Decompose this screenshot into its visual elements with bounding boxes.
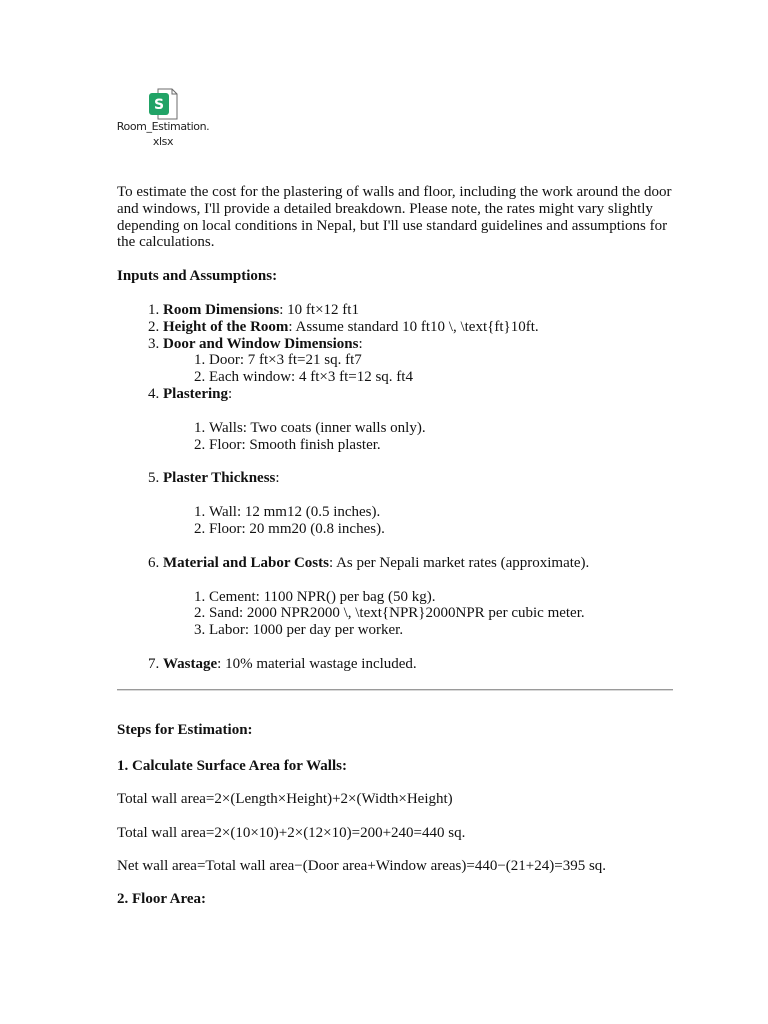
list-item [163, 470, 677, 537]
item-label: Plastering [163, 385, 228, 402]
item-text: : [358, 335, 363, 352]
intro-paragraph: To estimate the cost for the plastering of walls and floor, including the work around the door and windows, I'll provide a detailed breakdown. Please note, the rates might vary slightly depending on local conditions in Nepal, but I'll use standard guidelines and assumptions for the calculations. [117, 184, 672, 251]
sub-list-item: 1. Wall: 12 mm12 (0.5 inches). [209, 504, 677, 521]
sub-list-item: 3. Labor: 1000 per day per worker. [209, 622, 677, 639]
step2-heading: 2. Floor Area: [117, 891, 207, 908]
item-label: Height of the Room [163, 318, 289, 335]
attachment-file-name-line2: xlsx [152, 135, 174, 148]
spreadsheet-file-icon [148, 88, 178, 120]
step1-heading: 1. Calculate Surface Area for Walls: [117, 757, 347, 774]
formula-line: Total wall area=2×(10×10)+2×(12×10)=200+240=440 sq. [117, 824, 466, 841]
inputs-heading: Inputs and Assumptions: [117, 268, 278, 285]
sub-list [163, 352, 677, 386]
sub-list-item: 1. Cement: 1100 NPR() per bag (50 kg). [209, 589, 677, 606]
item-label: Door and Window Dimensions [163, 335, 359, 352]
sub-list-item: 2. Sand: 2000 NPR2000 \, \text{NPR}2000NPR per cubic meter. [209, 605, 677, 622]
sub-list-item: 2. Floor: Smooth finish plaster. [209, 437, 677, 454]
item-text: : 10 ft×12 ft1 [279, 301, 359, 318]
attachment-file-name-line1: Room_Estimation. [116, 120, 210, 133]
steps-heading: Steps for Estimation: [117, 722, 253, 738]
item-text: : [228, 385, 233, 402]
item-text: : 10% material wastage included. [217, 655, 417, 672]
formula-line: Net wall area=Total wall area−(Door area+Window areas)=440−(21+24)=395 sq. [117, 857, 607, 874]
attachment-file-name [113, 119, 213, 149]
list-item [163, 319, 677, 336]
svg-text:S: S [153, 97, 165, 113]
item-text: : [275, 470, 280, 487]
list-item [163, 555, 677, 639]
sub-list-item: 1. Walls: Two coats (inner walls only). [209, 420, 677, 437]
sub-list-item: 2. Floor: 20 mm20 (0.8 inches). [209, 521, 677, 538]
item-label: Room Dimensions [163, 301, 280, 318]
sub-list-item: 1. Door: 7 ft×3 ft=21 sq. ft7 [209, 352, 677, 369]
item-label: Material and Labor Costs [163, 554, 329, 571]
item-text: : Assume standard 10 ft10 \, \text{ft}10ft. [288, 318, 539, 335]
list-item [163, 302, 677, 319]
horizontal-divider [117, 689, 673, 691]
sub-list [163, 420, 677, 454]
item-label: Wastage [163, 655, 218, 672]
response-content [117, 184, 677, 673]
inputs-list [117, 302, 677, 673]
list-item [163, 336, 677, 386]
formula-line: Total wall area=2×(Length×Height)+2×(Width×Height) [117, 791, 453, 808]
steps-section [117, 722, 717, 925]
sub-list [163, 589, 677, 639]
item-label: Plaster Thickness [163, 470, 276, 487]
sub-list [163, 504, 677, 538]
sub-list-item: 2. Each window: 4 ft×3 ft=12 sq. ft4 [209, 369, 677, 386]
list-item [163, 656, 677, 673]
list-item [163, 386, 677, 453]
item-text: : As per Nepali market rates (approximate). [328, 554, 590, 571]
